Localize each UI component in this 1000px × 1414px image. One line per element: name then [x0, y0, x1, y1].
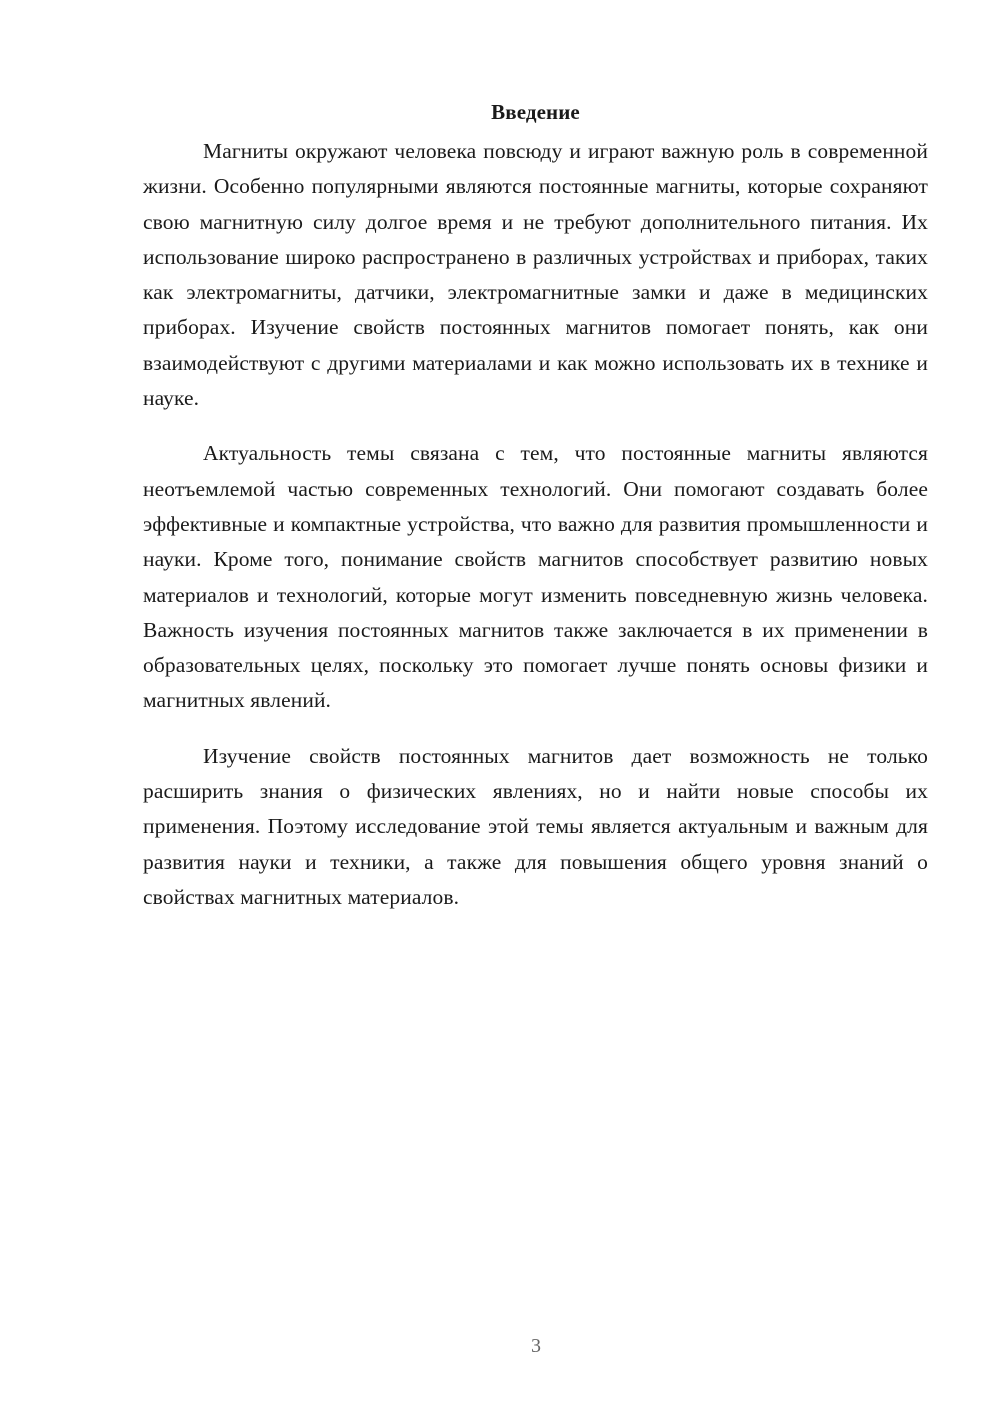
page-content	[143, 96, 928, 935]
paragraph-conclusion: Изучение свойств постоянных магнитов дает возможность не только расширить знания о физических явлениях, но и найти новые способы их применения. Поэтому исследование этой темы является актуальным и важным для развития науки и техники, а также для повышения общего уровня знаний о свойствах магнитных материалов.	[143, 743, 928, 909]
paragraph-intro: Магниты окружают человека повсюду и играют важную роль в современной жизни. Особенно популярными являются постоянные магниты, которые сохраняют свою магнитную силу долгое время и не требуют дополнительного питания. Их использование широко распространено в различных устройствах и приборах, таких как электромагниты, датчики, электромагнитные замки и даже в медицинских приборах. Изучение свойств постоянных магнитов помогает понять, как они взаимодействуют с другими материалами и как можно использовать их в технике и науке.	[143, 139, 928, 411]
paragraph-relevance: Актуальность темы связана с тем, что постоянные магниты являются неотъемлемой частью современных технологий. Они помогают создавать более эффективные и компактные устройства, что важно для развития промышленности и науки. Кроме того, понимание свойств магнитов способствует развитию новых материалов и технологий, которые могут изменить повседневную жизнь человека. Важность изучения постоянных магнитов также заключается в их применении в образовательных целях, поскольку это помогает лучше понять основы физики и магнитных явлений.	[143, 441, 928, 713]
section-title: Введение	[491, 100, 580, 124]
page-number: 3	[531, 1335, 541, 1357]
